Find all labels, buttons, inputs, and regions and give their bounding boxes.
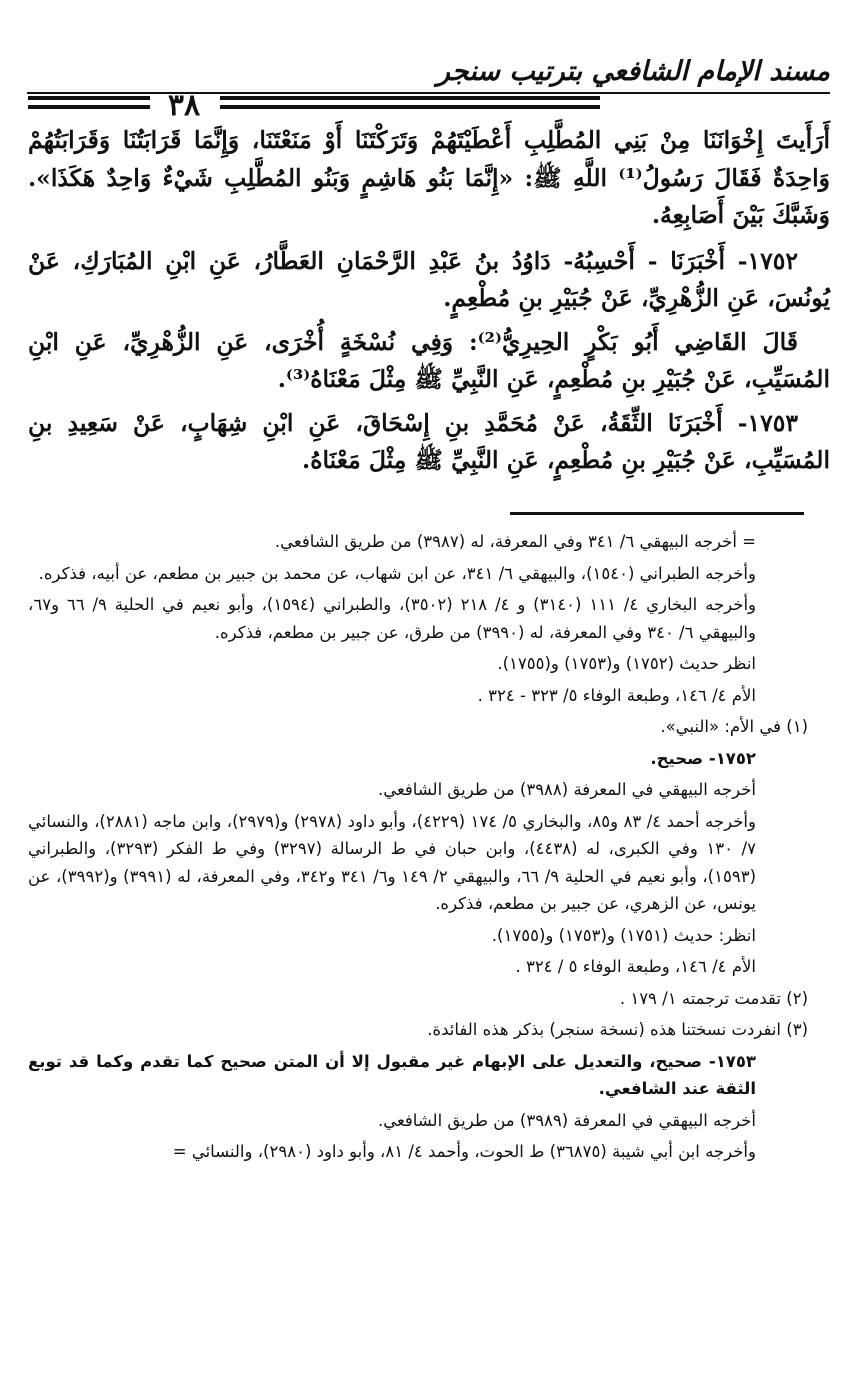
footnote-line: وأخرجه الطبراني (١٥٤٠)، والبيهقي ٦/ ٣٤١، عن ابن شهاب، عن محمد بن جبير بن مطعم، عن أبيه، فذكره. (38, 563, 756, 583)
footnote-line: وأخرجه البخاري ٤/ ١١١ (٣١٤٠) و ٤/ ٢١٨ (٣٥٠٢)، والطبراني (١٥٩٤)، وأبو نعيم في الحلية ٩/ ٦٦ و٦٧، والبيهقي ٦/ ٣٤٠ وفي المعرفة، له (٣٩٩٠) من طرق، عن جبير بن مطعم، فذكره. (28, 595, 756, 642)
footnote-line: وأخرجه أحمد ٤/ ٨٣ و٨٥، والبخاري ٥/ ١٧٤ (٤٢٢٩)، وأبو داود (٢٩٧٨) و(٢٩٧٩)، وابن ماجه (٢٨٨١)، والنسائي ٧/ ١٣٠ وفي الكبرى، له (٤٤٣٨)، وابن حبان في ط الرسالة (٣٢٩٧) وفي ط الفكر (٣٢٩٣)، والطبراني (١٥٩٣)، وأبو نعيم في الحلية ٩/ ٦٦، والبيهقي ٢/ ١٤٩ و٦/ ٣٤١ و٣٤٢، وفي المعرفة، له (٣٩٩١) و(٣٩٩٢)، عن يونس، عن الزهري، عن جبير بن مطعم، فذكره. (28, 811, 757, 913)
footnote-line: = أخرجه البيهقي ٦/ ٣٤١ وفي المعرفة، له (٣٩٨٧) من طريق الشافعي. (274, 532, 756, 551)
footnote-separator (510, 512, 804, 515)
footnote-3: (٣) انفردت نسختنا هذه (نسخة سنجر) بذكر هذه الفائدة. (427, 1020, 808, 1039)
footnote-line: وأخرجه ابن أبي شيبة (٣٦٨٧٥) ط الحوت، وأحمد ٤/ ٨١، وأبو داود (٢٩٨٠)، والنسائي = (172, 1142, 756, 1161)
footnote-2: (٢) تقدمت ترجمته ١/ ١٧٩ . (619, 988, 808, 1008)
footnote-line: انظر حديث (١٧٥٢) و(١٧٥٣) و(١٧٥٥). (497, 654, 756, 673)
main-text (28, 122, 830, 486)
header-rule (27, 92, 830, 94)
footnotes (28, 528, 808, 1170)
footnote-line: الأم ٤/ ١٤٦، وطبعة الوفاء ٥/ ٣٢٣ - ٣٢٤ . (477, 685, 756, 705)
page-number-rule-right (220, 96, 600, 110)
footnote-heading-1753: ١٧٥٣- صحيح، والتعديل على الإبهام غير مقبول إلا أن المتن صحيح كما تقدم وكما قد توبع الثقة عند الشافعي. (28, 1051, 756, 1098)
footnote-1: (١) في الأم: «النبي». (660, 717, 808, 736)
page-number-rule-left (28, 96, 150, 110)
running-header-title: مسند الإمام الشافعي بترتيب سنجر (436, 56, 830, 87)
qadi-note-paragraph: قَالَ القَاضِي أَبُو بَكْرٍ الحِيرِيُّ⁽²⁾: وَفِي نُسْخَةٍ أُخْرَى، عَنِ الزُّهْرِيِّ، عَنِ ابْنِ المُسَيِّبِ، عَنْ جُبَيْرِ بنِ مُطْعِمٍ، عَنِ النَّبِيِّ ﷺ مِثْلَ مَعْنَاهُ⁽³⁾. (28, 327, 830, 393)
main-paragraph: أَرَأَيتَ إِخْوَانَنَا مِنْ بَنِي المُطَّلِبِ أَعْطَيْتَهُمْ وَتَرَكْتَنَا أَوْ مَنَعْتَنَا، وَإِنَّمَا قَرَابَتُنَا وَقَرَابَتُهُمْ وَاحِدَةٌ فَقَالَ رَسُولُ⁽¹⁾ اللَّهِ ﷺ: «إِنَّمَا بَنُو هَاشِمٍ وَبَنُو المُطَّلِبِ شَيْءٌ وَاحِدٌ هَكَذَا». وَشَبَّكَ بَيْنَ أَصَابِعِهُ. (28, 126, 830, 229)
footnote-line: انظر: حديث (١٧٥١) و(١٧٥٣) و(١٧٥٥). (491, 925, 756, 945)
footnote-line: الأم ٤/ ١٤٦، وطبعة الوفاء ٥ / ٣٢٤ . (515, 957, 756, 976)
page-number: ٣٨ (167, 88, 201, 123)
footnote-line: أخرجه البيهقي في المعرفة (٣٩٨٨) من طريق الشافعي. (377, 780, 756, 799)
hadith-1753: ١٧٥٣- أَخْبَرَنَا الثِّقَةُ، عَنْ مُحَمَّدِ بنِ إِسْحَاقَ، عَنِ ابْنِ شِهَابٍ، عَنْ سَعِيدِ بنِ المُسَيِّبِ، عَنْ جُبَيْرِ بنِ مُطْعِمٍ، عَنِ النَّبِيِّ ﷺ مِثْلَ مَعْنَاهُ. (28, 408, 830, 474)
footnote-line: أخرجه البيهقي في المعرفة (٣٩٨٩) من طريق الشافعي. (377, 1110, 756, 1130)
footnote-heading-1752: ١٧٥٢- صحيح. (650, 748, 756, 768)
hadith-1752: ١٧٥٢- أَخْبَرَنَا - أَحْسِبُهُ- دَاوُدُ بنُ عَبْدِ الرَّحْمَانِ العَطَّارُ، عَنِ ابْنِ المُبَارَكِ، عَنْ يُونُسَ، عَنِ الزُّهْرِيِّ، عَنْ جُبَيْرِ بنِ مُطْعِمٍ. (28, 246, 830, 312)
